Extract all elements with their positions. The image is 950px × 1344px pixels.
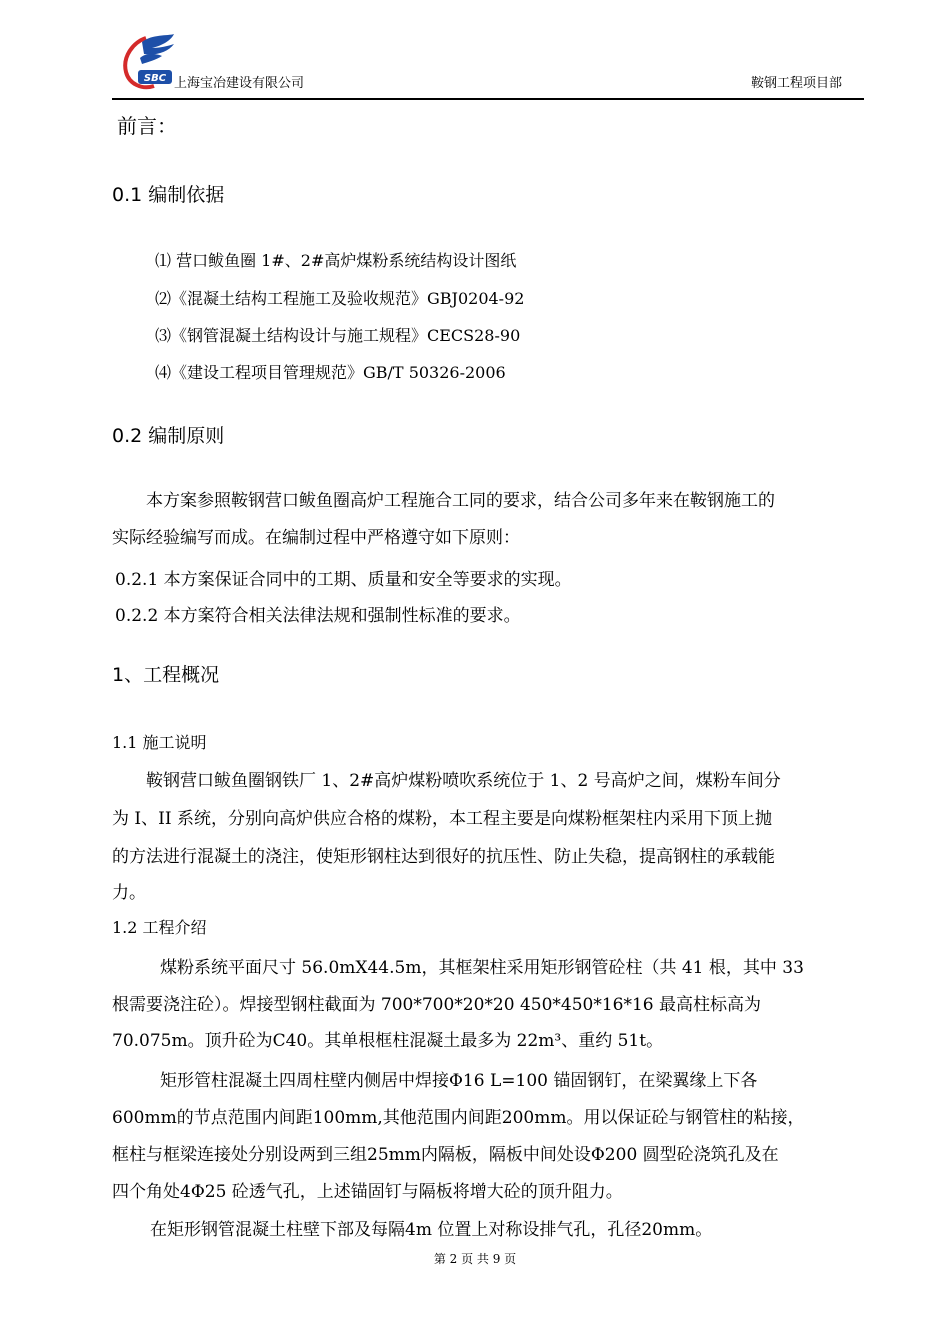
subsection-1-2-title: 1.2 工程介绍 (112, 918, 207, 937)
logo-text: SBC (143, 73, 167, 84)
intro-p1-line-1: 煤粉系统平面尺寸 56.0mX44.5m，其框架柱采用矩形钢管砼柱（共 41 根，其中 33 (160, 958, 804, 978)
subsection-1-1-title: 1.1 施工说明 (112, 733, 207, 752)
company-name: 上海宝冶建设有限公司 (174, 76, 305, 91)
intro-title: 前言： (117, 114, 177, 138)
section-0-2-title: 0.2 编制原则 (112, 425, 225, 447)
basis-item-4: ⑷《建设工程项目管理规范》GB/T 50326-2006 (155, 363, 506, 382)
page-header (112, 28, 864, 100)
intro-p2-line-4: 四个角处4Φ25 砼透气孔，上述锚固钉与隔板将增大砼的顶升阻力。 (112, 1182, 623, 1202)
desc-line-2: 为 I、II 系统，分别向高炉供应合格的煤粉，本工程主要是向煤粉框架柱内采用下顶上抛 (112, 809, 772, 829)
principle-line-2: 实际经验编写而成。在编制过程中严格遵守如下原则： (112, 528, 520, 548)
company-logo (112, 28, 182, 98)
basis-item-1: ⑴ 营口鲅鱼圈 1#、2#高炉煤粉系统结构设计图纸 (155, 251, 517, 270)
intro-p1-line-3: 70.075m。顶升砼为C40。其单根框柱混凝土最多为 22m³、重约 51t。 (112, 1031, 664, 1051)
department-name: 鞍钢工程项目部 (750, 76, 842, 91)
principle-rule-1: 0.2.1 本方案保证合同中的工期、质量和安全等要求的实现。 (115, 570, 572, 590)
header-rule (112, 98, 864, 100)
basis-item-3: ⑶《钢管混凝土结构设计与施工规程》CECS28-90 (155, 326, 521, 345)
page-number-footer: 第 2 页 共 9 页 (433, 1252, 517, 1266)
basis-item-2: ⑵《混凝土结构工程施工及验收规范》GBJ0204-92 (155, 289, 525, 308)
desc-line-3: 的方法进行混凝土的浇注，使矩形钢柱达到很好的抗压性、防止失稳，提高钢柱的承载能 (112, 847, 775, 867)
intro-p2-line-1: 矩形管柱混凝土四周柱壁内侧居中焊接Φ16 L=100 锚固钢钉，在梁翼缘上下各 (160, 1071, 758, 1091)
intro-p2-line-3: 框柱与框梁连接处分别设两到三组25mm内隔板，隔板中间处设Φ200 圆型砼浇筑孔及在 (112, 1145, 779, 1165)
section-0-1-title: 0.1 编制依据 (112, 184, 225, 206)
desc-line-4: 力。 (112, 883, 146, 903)
desc-line-1: 鞍钢营口鲅鱼圈钢铁厂 1、2#高炉煤粉喷吹系统位于 1、2 号高炉之间，煤粉车间分 (146, 771, 781, 791)
intro-p2-line-2: 600mm的节点范围内间距100mm,其他范围内间距200mm。用以保证砼与钢管柱的粘接， (112, 1108, 805, 1128)
intro-p3: 在矩形钢管混凝土柱壁下部及每隔4m 位置上对称设排气孔，孔径20mm。 (150, 1220, 713, 1240)
intro-p1-line-2: 根需要浇注砼）。焊接型钢柱截面为 700*700*20*20 450*450*16*16 最高柱标高为 (112, 995, 762, 1015)
section-1-title: 1、工程概况 (112, 664, 220, 686)
principle-rule-2: 0.2.2 本方案符合相关法律法规和强制性标准的要求。 (115, 606, 521, 626)
principle-line-1: 本方案参照鞍钢营口鲅鱼圈高炉工程施合工同的要求，结合公司多年来在鞍钢施工的 (146, 491, 775, 511)
